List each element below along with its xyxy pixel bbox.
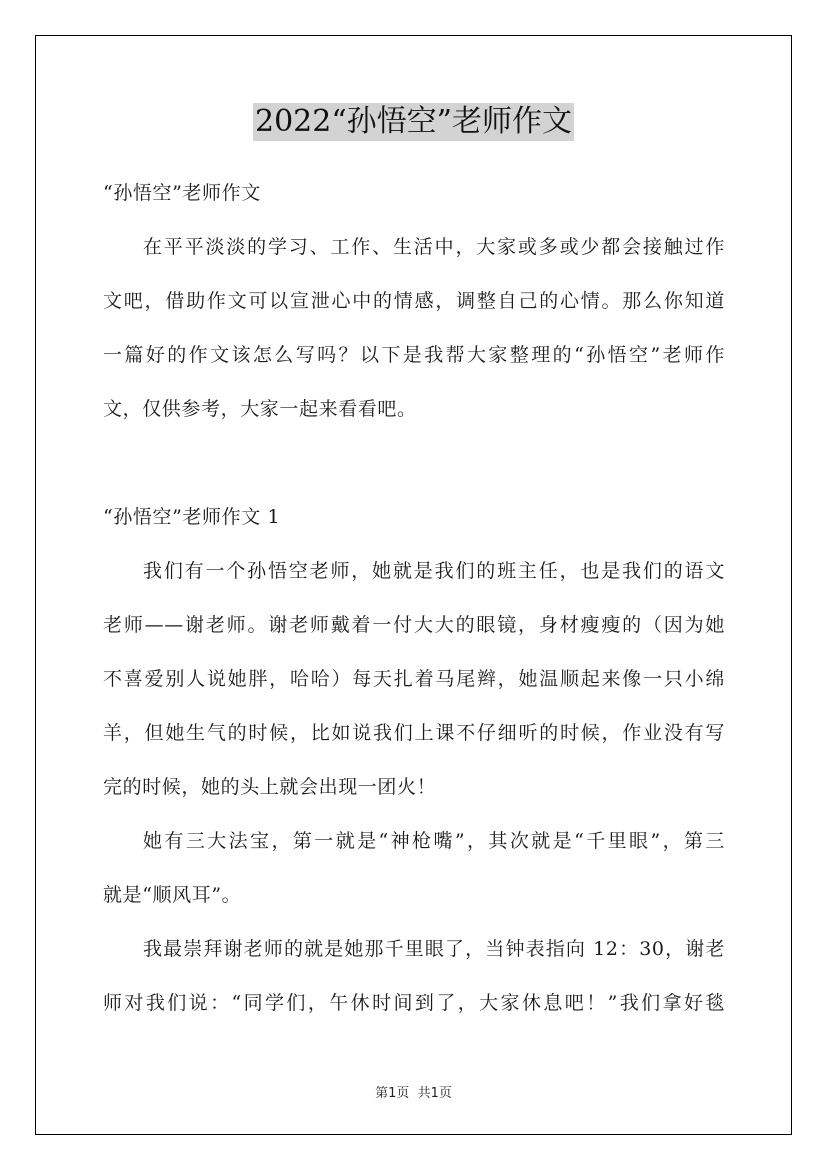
para1-line-2: 老师——谢老师。谢老师戴着一付大大的眼镜，身材瘦瘦的（因为她 <box>103 614 725 636</box>
para2-line-2: 就是“顺风耳”。 <box>103 884 242 906</box>
intro-line-1: 在平平淡淡的学习、工作、生活中，大家或多或少都会接触过作 <box>143 236 725 258</box>
total-pages: 共1页 <box>417 1086 452 1101</box>
intro-line-4: 文，仅供参考，大家一起来看看吧。 <box>103 398 417 420</box>
intro-line-2: 文吧，借助作文可以宣泄心中的情感，调整自己的心情。那么你知道 <box>103 290 725 312</box>
para3-line-2: 师对我们说：“同学们，午休时间到了，大家休息吧！”我们拿好毯 <box>103 992 725 1014</box>
page-number: 第1页 <box>375 1086 410 1101</box>
intro-line-3: 一篇好的作文该怎么写吗？以下是我帮大家整理的“孙悟空”老师作 <box>103 344 725 366</box>
para3-line-1: 我最崇拜谢老师的就是她那千里眼了，当钟表指向 12：30，谢老 <box>143 938 725 960</box>
para1-line-3: 不喜爱别人说她胖，哈哈）每天扎着马尾辫，她温顺起来像一只小绵 <box>103 668 725 690</box>
intro-heading: “孙悟空”老师作文 <box>103 182 261 204</box>
para1-line-1: 我们有一个孙悟空老师，她就是我们的班主任，也是我们的语文 <box>143 560 725 582</box>
page-footer <box>0 1082 827 1101</box>
title-container <box>0 103 827 141</box>
para1-line-5: 完的时候，她的头上就会出现一团火！ <box>103 776 437 798</box>
para1-line-4: 羊，但她生气的时候，比如说我们上课不仔细听的时候，作业没有写 <box>103 722 725 744</box>
para2-line-1: 她有三大法宝，第一就是“神枪嘴”，其次就是“千里眼”，第三 <box>143 830 725 852</box>
section1-heading: “孙悟空”老师作文 1 <box>103 506 281 528</box>
document-title: 2022“孙悟空”老师作文 <box>254 104 573 139</box>
